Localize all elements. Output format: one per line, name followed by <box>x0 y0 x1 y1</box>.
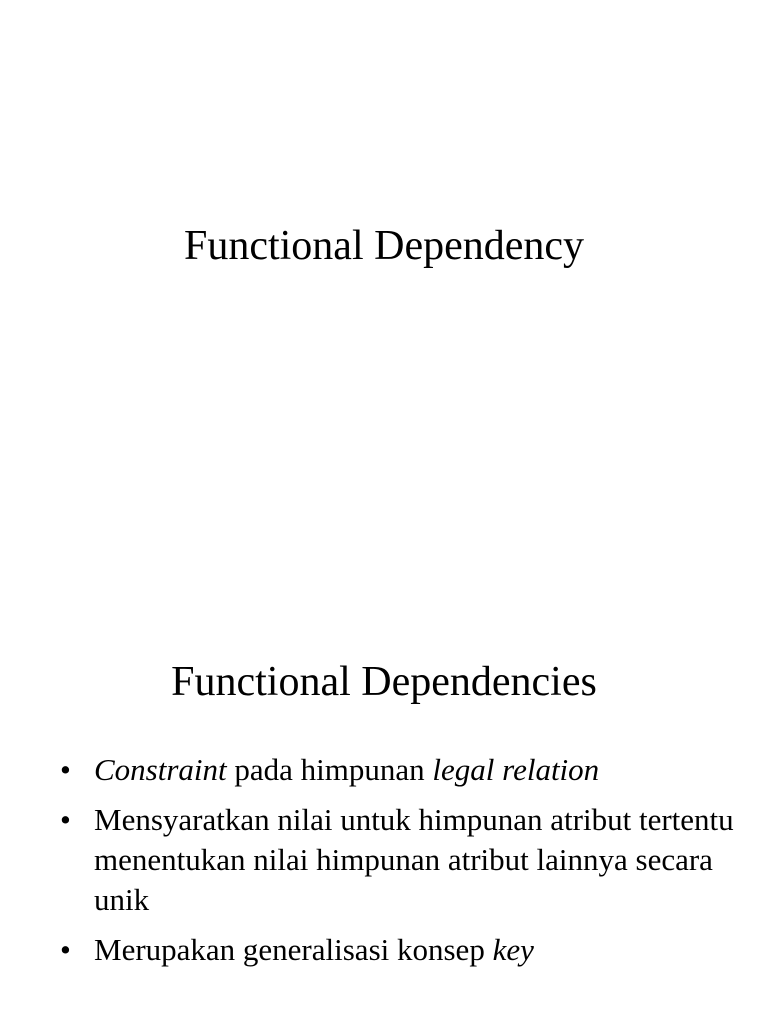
bullet-constraint-text: pada himpunan <box>226 752 433 787</box>
bullet-constraint-legal-relation: legal relation <box>432 752 600 787</box>
bullet-icon: • <box>60 802 71 837</box>
slide-2 <box>0 576 768 1024</box>
bullet-list <box>60 750 740 980</box>
bullet-generalization-key: key <box>492 932 534 967</box>
bullet-icon: • <box>60 932 71 967</box>
bullet-item-generalization <box>60 930 740 970</box>
slide-1-title: Functional Dependency <box>183 223 585 269</box>
bullet-generalization-text: Merupakan generalisasi konsep <box>94 932 493 967</box>
slide-2-title: Functional Dependencies <box>171 659 597 705</box>
bullet-requirement-text: Mensyaratkan nilai untuk himpunan atribut tertentu menentukan nilai himpunan atribut lainnya secara unik <box>94 802 734 917</box>
bullet-icon: • <box>60 752 71 787</box>
bullet-constraint-term: Constraint <box>94 752 227 787</box>
bullet-item-requirement <box>60 800 740 920</box>
bullet-item-constraint <box>60 750 740 790</box>
